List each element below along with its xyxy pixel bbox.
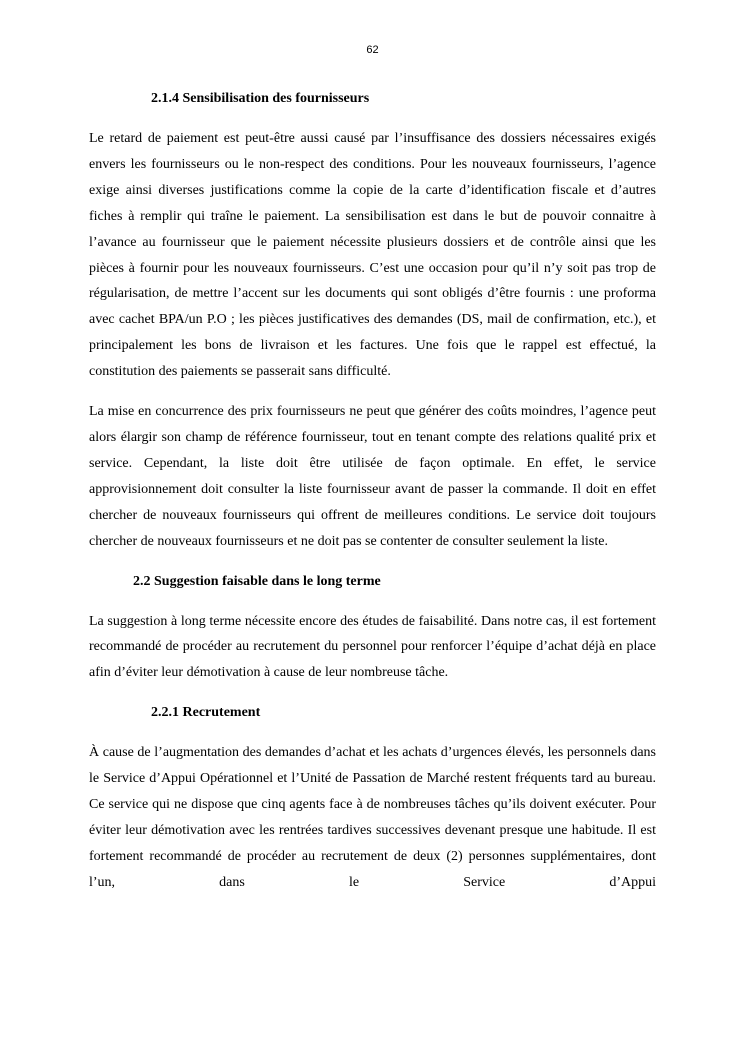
paragraph-recrutement: À cause de l’augmentation des demandes d’achat et les achats d’urgences élevés, les personnels dans le Service d’Appui Opérationnel et l’Unité de Passation de Marché restent fréquents tard au bureau. Ce service qui ne dispose que cinq agents face à de nombreuses tâches qu’ils doivent exécuter. Pour éviter leur démotivation avec les rentrées tardives successives devenant presque une habitude. Il est fortement recommandé de procéder au recrutement de deux (2) personnes supplémentaires, dont l’un, dans le Service d’Appui — [89, 745, 656, 890]
section-heading-2-2: 2.2 Suggestion faisable dans le long terme — [133, 573, 381, 589]
paragraph-sensibilisation-2: La mise en concurrence des prix fournisseurs ne peut que générer des coûts moindres, l’agence peut alors élargir son champ de référence fournisseur, tout en tenant compte des relations qualité prix et service. Cependant, la liste doit être utilisée de façon optimale. En effet, le service approvisionnement doit consulter la liste fournisseur avant de passer la commande. Il doit en effet chercher de nouveaux fournisseurs qui offrent de meilleures conditions. Le service doit toujours chercher de nouveaux fournisseurs et ne doit pas se contenter de consulter seulement la liste. — [89, 404, 656, 549]
section-heading-2-1-4: 2.1.4 Sensibilisation des fournisseurs — [151, 91, 370, 106]
paragraph-suggestion-long-terme: La suggestion à long terme nécessite encore des études de faisabilité. Dans notre cas, il est fortement recommandé de procéder au recrutement du personnel pour renforcer l’équipe d’achat déjà en place afin d’éviter leur démotivation à cause de leur nombreuse tâche. — [89, 613, 656, 681]
section-heading-2-2-1: 2.2.1 Recrutement — [151, 705, 261, 721]
paragraph-sensibilisation-1: Le retard de paiement est peut-être aussi causé par l’insuffisance des dossiers nécessaires exigés envers les fournisseurs ou le non-respect des conditions. Pour les nouveaux fournisseurs, l’agence exige ainsi diverses justifications comme la copie de la carte d’identification fiscale et d’autres fiches à remplir qui traîne le paiement. La sensibilisation est dans le but de pouvoir connaitre à l’avance au fournisseur que le paiement nécessite plusieurs dossiers et de contrôle ainsi que les pièces à fournir pour les nouveaux fournisseurs. C’est une occasion pour qu’il n’y soit pas trop de régularisation, de mettre l’accent sur les documents qui sont obligés d’être fournis : une proforma avec cachet BPA/un P.O ; les pièces justificatives des demandes (DS, mail de confirmation, etc.), et principalement les bons de livraison et les factures. Une fois que le rappel est effectué, la constitution des paiements se passerait sans difficulté. — [89, 131, 656, 380]
document-body — [89, 86, 656, 896]
page-number: 62 — [366, 44, 379, 56]
